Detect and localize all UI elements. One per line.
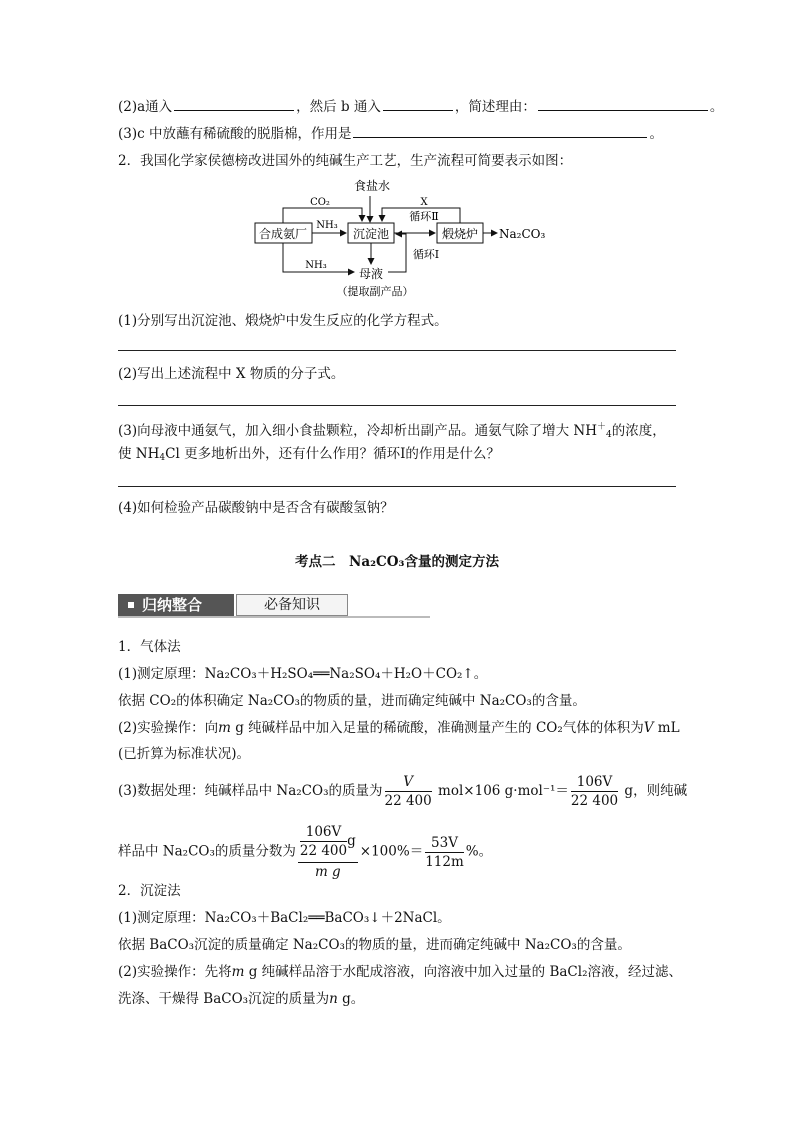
x-label: X <box>420 197 428 208</box>
q2-part3-line2: 使 $NH_4Cl$ 更多地析出外，还有什么作用？循环Ⅰ的作用是什么？ <box>118 446 500 463</box>
q2-intro: 2．我国化学家侯德榜改进国外的纯碱生产工艺，生产流程可简要表示如图： <box>118 153 573 169</box>
cycle2-label: 循环Ⅱ <box>409 210 439 223</box>
gas-basis: 依据 CO₂的体积确定 Na₂CO₃的物质的量，进而确定纯碱中 Na₂CO₃的含量。 <box>118 693 586 709</box>
banner-dark: 归纳整合 <box>118 594 234 616</box>
banner-rule <box>118 616 430 618</box>
gas-calc: (3)数据处理：纯碱样品中 Na₂CO₃的质量为 $\frac{V}{22 400}$ mol×106 g·mol⁻¹＝ $\frac{106V}{22 400}$ g，则纯碱 <box>118 774 688 809</box>
nh3-top-label: NH₃ <box>316 220 338 231</box>
nh3-bottom-label: NH₃ <box>305 260 327 271</box>
q2-part4: (4)如何检验产品碳酸钠中是否含有碳酸氢钠？ <box>118 500 394 516</box>
section-title: 考点二 Na₂CO₃含量的测定方法 <box>295 554 499 570</box>
square-icon <box>128 602 134 608</box>
banner-light: 必备知识 <box>236 594 348 616</box>
precip-operation-line1: (2)实验操作：先将m g 纯碱样品溶于水配成溶液，向溶液中加入过量的 BaCl₂溶液，经过滤、 <box>118 964 682 980</box>
flow-diagram <box>0 0 794 310</box>
gas-operation-line1: (2)实验操作：向m g 纯碱样品中加入足量的稀硫酸，准确测量产生的 CO₂气体的体积为V mL <box>118 720 680 736</box>
gas-principle: (1)测定原理：Na₂CO₃＋H₂SO₄══Na₂SO₄＋H₂O＋CO₂↑。 <box>118 666 488 682</box>
precip-basis: 依据 BaCO₃沉淀的质量确定 Na₂CO₃的物质的量，进而确定纯碱中 Na₂CO₃的含量。 <box>118 937 631 953</box>
co2-label: CO₂ <box>310 197 330 208</box>
precip-tank-label: 沉淀池 <box>352 227 390 241</box>
compound-fraction: $\frac{106V}{22 400}$ g m g <box>299 824 356 880</box>
product-label: Na₂CO₃ <box>499 227 546 241</box>
gas-mass-fraction: 样品中 Na₂CO₃的质量分数为 $\frac{106V}{22 400}$ g m g ×100%＝ $\frac{53V}{112m}$ %。 <box>118 824 493 880</box>
mother-liquor-label: 母液 <box>358 267 384 281</box>
furnace-label: 煅烧炉 <box>441 227 479 241</box>
answer-line[interactable] <box>118 350 676 351</box>
q2-part2: (2)写出上述流程中 X 物质的分子式。 <box>118 366 345 382</box>
q1-line3: (3)c 中放蘸有稀硫酸的脱脂棉，作用是 。 <box>118 123 663 144</box>
precip-operation-line2: 洗涤、干燥得 BaCO₃沉淀的质量为n g。 <box>118 991 365 1007</box>
q2-part1: (1)分别写出沉淀池、煅烧炉中发生反应的化学方程式。 <box>118 313 448 329</box>
section-banner <box>118 594 430 616</box>
q2-part3-line1: (3)向母液中通氨气，加入细小食盐颗粒，冷却析出副产品。通氨气除了增大 $NH^+_4$的浓度， <box>118 422 666 440</box>
precip-principle: (1)测定原理：Na₂CO₃＋BaCl₂══BaCO₃↓＋2NaCl。 <box>118 910 451 926</box>
gas-operation-line2: (已折算为标准状况)。 <box>118 746 251 762</box>
cycle1-label: 循环Ⅰ <box>412 248 440 261</box>
fraction: $\frac{106V}{22 400}$ <box>299 824 348 859</box>
fraction: $\frac{106V}{22 400}$ <box>570 774 619 809</box>
byproduct-note: （提取副产品） <box>336 285 414 298</box>
salt-water-label: 食盐水 <box>353 179 391 193</box>
answer-line[interactable] <box>118 405 676 406</box>
q1-line2: (2)a通入 ，然后 b 通入 ，简述理由： 。 <box>118 96 723 117</box>
fraction: $\frac{V}{22 400}$ <box>384 774 432 809</box>
answer-line[interactable] <box>118 486 676 487</box>
fraction: $\frac{53V}{112m}$ <box>425 834 464 870</box>
ammonia-plant-label: 合成氨厂 <box>258 227 308 241</box>
gas-heading: 1．气体法 <box>118 639 181 655</box>
precip-heading: 2．沉淀法 <box>118 883 181 899</box>
